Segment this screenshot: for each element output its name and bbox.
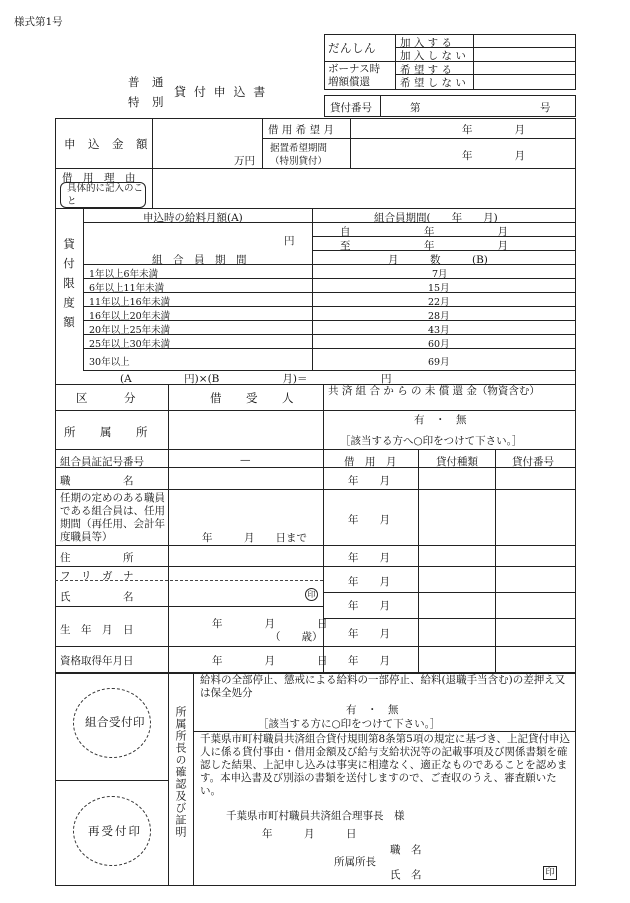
- limit-row-months: 7月: [432, 269, 448, 280]
- borrow-month-header: 借 用 月: [344, 456, 397, 468]
- period-to: 至: [340, 240, 351, 252]
- salary-stop-yes-no[interactable]: 有 ・ 無: [346, 704, 399, 716]
- affiliation-label: 所 属 所: [64, 425, 148, 439]
- deferral-value[interactable]: 年 月: [462, 150, 525, 162]
- limit-row-months: 43月: [428, 325, 450, 336]
- dansin-join[interactable]: 加 入 す る: [400, 37, 453, 49]
- loan-type-header: 貸付種類: [436, 456, 478, 468]
- acquire-date-label: 資格取得年月日: [60, 655, 134, 667]
- reason-note: 具体的に記入のこと: [67, 183, 144, 207]
- unpaid-month-6[interactable]: 年 月: [348, 628, 390, 640]
- limit-row-months: 69月: [428, 357, 450, 368]
- member-card-label: 組合員証記号番号: [60, 456, 144, 468]
- period-header: 組 合 員 期 間: [152, 254, 247, 266]
- type-normal: 普 通: [128, 75, 164, 89]
- bonus-label: ボーナス時: [328, 63, 381, 75]
- unpaid-month-4[interactable]: 年 月: [348, 576, 390, 588]
- limit-row-months: 15月: [428, 283, 450, 294]
- form-number: 様式第1号: [14, 16, 63, 28]
- deferral-sub: （特別貸付）: [270, 156, 328, 167]
- period-from-value[interactable]: 年 月: [424, 226, 508, 238]
- limit-row-months: 28月: [428, 311, 450, 322]
- amount-unit: 万円: [234, 155, 255, 167]
- member-card-dash: —: [240, 454, 251, 466]
- acquire-date-value[interactable]: 年 月 日: [212, 655, 328, 667]
- furigana-label: フ リ ガ ナ: [60, 570, 134, 582]
- amount-label: 申 込 金 額: [64, 137, 148, 151]
- bonus-label2: 増額償還: [328, 76, 370, 88]
- job-title-label: 職 名: [60, 475, 134, 487]
- reason-label: 借 用 理 由: [62, 172, 136, 184]
- period-to-value[interactable]: 年 月: [424, 240, 508, 252]
- certify-date[interactable]: 年 月 日: [262, 828, 357, 840]
- loan-number-dai: 第: [410, 102, 421, 114]
- unpaid-month-1[interactable]: 年 月: [348, 475, 390, 487]
- unpaid-yes-no[interactable]: 有 ・ 無: [414, 414, 467, 426]
- bonus-want[interactable]: 希 望 す る: [400, 64, 453, 76]
- unpaid-month-2[interactable]: 年 月: [348, 514, 390, 526]
- form-title: 貸 付 申 込 書: [174, 85, 268, 99]
- loan-number-header: 貸付番号: [512, 456, 554, 468]
- certify-seal: 印: [543, 866, 557, 880]
- union-stamp-label: 組合受付印: [85, 715, 145, 729]
- limit-side-label: 貸付限度額: [62, 238, 76, 336]
- type-special: 特 別: [128, 95, 164, 109]
- desired-month-value[interactable]: 年 月: [462, 124, 525, 136]
- loan-number-go: 号: [540, 102, 551, 114]
- name-seal: 印: [305, 588, 318, 601]
- certify-statement: 千葉県市町村職員共済組合貸付規則第8条第5項の規定に基づき、上記貸付申込人に係る貸付事由・借用金額及び給与支給状況等の記載事項及び関係書類を確認した結果、上記申し込みは事実に相違なく、適正なものであることを認めます。本申込書及び別添の書類を送付しますので、ご査収のうえ、審査願いたい。: [200, 733, 570, 797]
- salary-stop-circle-note: ［該当する方に○印をつけて下さい。］: [258, 718, 441, 730]
- dansin-label: だんしん: [328, 41, 376, 55]
- member-period-header: 組合員期間( 年 月): [374, 212, 498, 224]
- unpaid-month-3[interactable]: 年 月: [348, 552, 390, 564]
- limit-row-period: 25年以上30年未満: [89, 339, 171, 350]
- birthday-label: 生 年 月 日: [60, 624, 134, 636]
- certify-head-label: 所属所長: [334, 856, 376, 868]
- limit-row-months: 22月: [428, 297, 450, 308]
- period-from: 自: [340, 226, 351, 238]
- limit-row-period: 11年以上16年未満: [89, 297, 171, 308]
- limit-row-period: 30年以上: [89, 357, 130, 368]
- deferral-label: 据置希望期間: [270, 143, 328, 154]
- birthday-value[interactable]: 年 月 日: [212, 618, 328, 630]
- name-label: 氏 名: [60, 591, 134, 603]
- borrower-header: 借 受 人: [210, 391, 294, 405]
- kubun-header: 区 分: [76, 391, 136, 405]
- unpaid-circle-note: ［該当する方へ○印をつけて下さい。］: [340, 435, 523, 447]
- loan-number-label: 貸付番号: [330, 102, 372, 114]
- birthday-age[interactable]: （ 歳）: [270, 631, 323, 643]
- certify-vertical-label: 所属所長の確認及び証明: [174, 706, 187, 838]
- certify-addressee: 千葉県市町村職員共済組合理事長 様: [226, 810, 405, 822]
- bonus-nowant[interactable]: 希 望 し な い: [400, 77, 466, 89]
- unpaid-month-5[interactable]: 年 月: [348, 600, 390, 612]
- limit-row-period: 1年以上6年未満: [89, 269, 159, 280]
- months-header: 月 数 (B): [388, 254, 488, 266]
- limit-row-period: 16年以上20年未満: [89, 311, 171, 322]
- limit-row-months: 60月: [428, 339, 450, 350]
- limit-row-period: 6年以上11年未満: [89, 283, 165, 294]
- limit-row-period: 20年以上25年未満: [89, 325, 171, 336]
- re-stamp-label: 再受付印: [88, 824, 142, 838]
- salary-header: 申込時の給料月額(A): [143, 212, 243, 224]
- certify-job-label: 職 名: [390, 844, 422, 856]
- dansin-nojoin[interactable]: 加 入 し な い: [400, 50, 466, 62]
- certify-name-label: 氏 名: [390, 869, 422, 881]
- term-note: 任期の定めのある職員である組合員は、任用期間（再任用、会計年度職員等）: [60, 492, 165, 543]
- unpaid-header: 共 済 組 合 か ら の 未 償 還 金（物資含む）: [328, 385, 540, 397]
- salary-unit: 円: [284, 235, 295, 247]
- limit-formula: (A 円)×(B 月)＝ 円: [120, 373, 392, 385]
- salary-stop-note: 給料の全部停止、懲戒による給料の一部停止、給料(退職手当含む)の差押え又は保全処分: [200, 674, 566, 699]
- unpaid-month-7[interactable]: 年 月: [348, 655, 390, 667]
- address-label: 住 所: [60, 552, 134, 564]
- term-value[interactable]: 年 月 日まで: [202, 532, 307, 544]
- desired-month-label: 借 用 希 望 月: [268, 124, 334, 136]
